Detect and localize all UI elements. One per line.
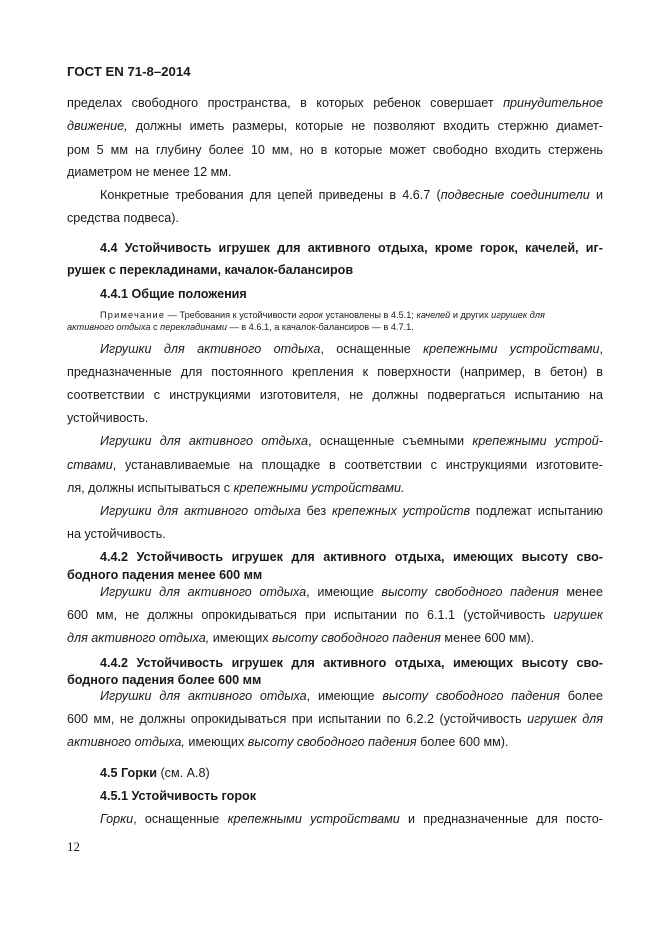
note-line: активного отдыха с перекладинами — в 4.6.1, а качалок-балансиров — в 4.7.1. (67, 322, 414, 332)
paragraph-line: 600 мм, не должны опрокидываться при испытании по 6.1.1 (устойчивость игрушек (67, 608, 603, 622)
subsection-heading: бодного падения более 600 мм (67, 673, 262, 687)
subsection-heading: 4.4.2 Устойчивость игрушек для активного отдыха, имеющих высоту сво- (100, 656, 603, 670)
section-heading: 4.4 Устойчивость игрушек для активного отдыха, кроме горок, качелей, иг- (100, 241, 603, 255)
paragraph-line: предназначенные для постоянного крепления к поверхности (например, в бетон) в (67, 365, 603, 379)
subsection-heading: 4.4.1 Общие положения (100, 287, 247, 301)
paragraph-line: ля, должны испытываться с крепежными устройствами. (67, 481, 405, 495)
section-heading: рушек с перекладинами, качалок-балансиров (67, 263, 354, 277)
paragraph-line: устойчивость. (67, 411, 149, 425)
subsection-heading: бодного падения менее 600 мм (67, 568, 263, 582)
note-label: Примечание (100, 310, 166, 320)
subsection-heading: 4.4.2 Устойчивость игрушек для активного отдыха, имеющих высоту сво- (100, 550, 603, 564)
paragraph-line: средства подвеса). (67, 211, 179, 225)
paragraph-line: движение, должны иметь размеры, которые не позволяют входить стержню диамет- (67, 119, 603, 133)
paragraph-line: Конкретные требования для цепей приведены в 4.6.7 (подвесные соединители и (100, 188, 603, 202)
paragraph-line: диаметром не менее 12 мм. (67, 165, 232, 179)
paragraph-line: пределах свободного пространства, в которых ребенок совершает принудительное (67, 96, 603, 110)
paragraph-line: Горки, оснащенные крепежными устройствами и предназначенные для посто- (100, 812, 603, 826)
standard-header: ГОСТ EN 71-8–2014 (67, 64, 191, 79)
page-number: 12 (67, 839, 80, 854)
paragraph-line: Игрушки для активного отдыха, имеющие высоту свободного падения более (100, 689, 603, 703)
paragraph-line: Игрушки для активного отдыха, оснащенные съемными крепежными устрой- (100, 434, 603, 448)
paragraph-line: Игрушки для активного отдыха, имеющие высоту свободного падения менее (100, 585, 603, 599)
paragraph-line: Игрушки для активного отдыха без крепежных устройств подлежат испытанию (100, 504, 603, 518)
paragraph-line: на устойчивость. (67, 527, 166, 541)
paragraph-line: Игрушки для активного отдыха, оснащенные крепежными устройствами, (100, 342, 603, 356)
paragraph-line: для активного отдыха, имеющих высоту свободного падения менее 600 мм). (67, 631, 535, 645)
paragraph-line: активного отдыха, имеющих высоту свободного падения более 600 мм). (67, 735, 509, 749)
paragraph-line: соответствии с инструкциями изготовителя, не должны подвергаться испытанию на (67, 388, 603, 402)
section-heading: 4.5 Горки (см. А.8) (100, 766, 210, 780)
note-line: Примечание — Требования к устойчивости горок установлены в 4.5.1; качелей и других игрушек для (100, 310, 545, 320)
paragraph-line: 600 мм, не должны опрокидываться при испытании по 6.2.2 (устойчивость игрушек для (67, 712, 603, 726)
paragraph-line: ствами, устанавливаемые на площадке в соответствии с инструкциями изготовите- (67, 458, 603, 472)
subsection-heading: 4.5.1 Устойчивость горок (100, 789, 257, 803)
paragraph-line: ром 5 мм на глубину более 10 мм, но в которые может свободно входить стержень (67, 143, 603, 157)
